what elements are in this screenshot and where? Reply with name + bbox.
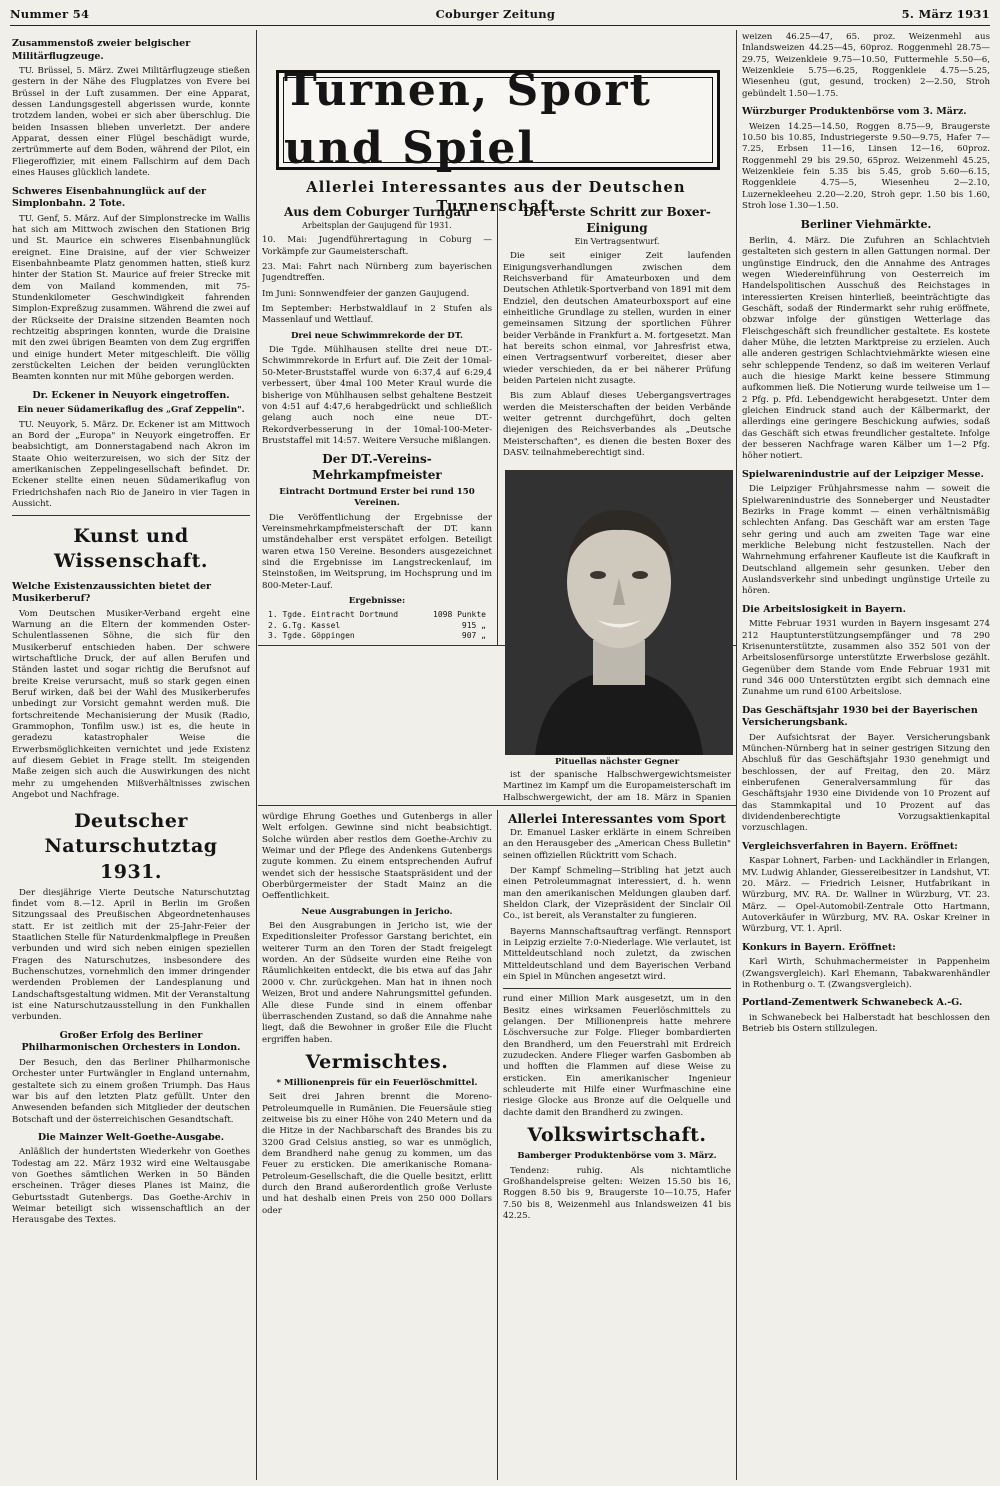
section-title-naturschutz: Deutscher Naturschutztag 1931. <box>44 810 218 883</box>
column-divider <box>497 810 498 1480</box>
article-text: Bis zum Ablauf dieses Uebergangsvertrages werden die Meisterschaften der beiden Verbände weiter getrennt durchgeführt, doch gelten diejenigen des Reichsverbandes als „Deutsche Meisterschaften", es dienen die besten Boxer des DASV. teilnahmeberechtigt sind. <box>503 391 731 459</box>
article-title: Spielwarenindustrie auf der Leipziger Messe. <box>742 468 984 480</box>
article-title: Die Arbeitslosigkeit in Bayern. <box>742 603 906 615</box>
section-title-kunst: Kunst und Wissenschaft. <box>54 525 208 573</box>
column-right <box>742 32 990 1480</box>
article-subtitle: Ein Vertragsentwurf. <box>574 236 660 246</box>
article-text: Der Kampf Schmeling—Stribling hat jetzt auch einen Petroleummagnat interessiert, d. h. wenn man den amerikanischen Meldungen glauben darf. Sheldon Clark, der Vizepräsident der Sinclair Oil Co., ist bereit, als Veranstalter zu fungieren. <box>503 865 731 922</box>
article-text: TU. Genf, 5. März. Auf der Simplonstrecke im Wallis hat sich am Mittwoch zwischen den Stationen Brig und St. Maurice ein schweres Eisenbahnunglück ereignet. Eine Draisine, auf der vier Schweizer Eisenbahnbeamte Platz genommen hatten, stieß kurz hinter der Station St. Maurice auf freier Strecke mit dem von Mailand kommenden, mit 75-Stundenkilometer Geschwindigkeit fahrenden Simplon-Expreßzug zusammen. Während die zwei auf der Rückseite der Draisine sitzenden Beamten noch rechtzeitig abspringen konnten, wurde die Draisine mit den zwei übrigen Beamten von dem Zug ergriffen und einige hundert Meter mitgeschleift. Die völlig zerstückelten Leichen der beiden verunglückten Beamten konnten nur mit Mühe geborgen werden. <box>12 213 250 383</box>
plan-item: 10. Mai: Jugendführertagung in Coburg — Vorkämpfe zur Gaumeisterschaft. <box>262 235 492 257</box>
article-title: Welche Existenzaussichten bietet der Musikerberuf? <box>12 580 212 605</box>
article-title: Vergleichsverfahren in Bayern. Eröffnet: <box>742 840 958 852</box>
article-title: Würzburger Produktenbörse vom 3. März. <box>742 106 967 118</box>
article-text: Die Tgde. Mühlhausen stellte drei neue DT.-Schwimmrekorde in Erfurt auf. Die Zeit der 10mal-50-Meter-Bruststaffel wurde von 6:37,4 auf 6:29,4 verbessert, über 4mal 100 Meter Kraul wurde die bisherige von Mühlhausen selbst gehaltene Bestzeit von 4:51 auf 4:47,6 herabgedrückt und schließlich gelang auch noch eine neue DT.-Rekordverbesserung in der 10mal-100-Meter-Bruststaffel mit 14:57. Weitere Versuche mißlangen. <box>262 345 492 446</box>
photo-caption: Pituellas nächster Gegner <box>554 757 680 767</box>
newspaper-title: Coburger Zeitung <box>435 6 556 21</box>
section-title-volkswirtschaft: Volkswirtschaft. <box>527 1124 707 1147</box>
article-text: Karl Wirth, Schuhmachermeister in Pappenheim (Zwangsvergleich). Karl Ehemann, Tabakwarenhändler in Rothenburg o. T. (Zwangsvergleich). <box>742 957 990 990</box>
article-text: Die seit einiger Zeit laufenden Einigungsverhandlungen zwischen dem Reichsverband für Amateurboxen und dem Deutschen Athletik-Sportverband von 1891 mit dem Endziel, den deutschen Amateurboxsport auf eine einheitliche Grundlage zu stellen, wurden in einer gemeinsamen Sitzung der sportlichen Führer beider Verbände in Frankfurt a. M. fortgesetzt. Man hat bereits schon einmal, vor Jahresfrist etwa, einen Vertragsentwurf vorbereitet, dieser aber wieder verschieden, da er bei näherer Prüfung beiden Parteien nicht zusagte. <box>503 251 731 386</box>
article-title: Das Geschäftsjahr 1930 bei der Bayerischen Versicherungsbank. <box>742 704 978 729</box>
article-title: Aus dem Coburger Turngau <box>284 205 470 219</box>
rule <box>12 515 250 516</box>
article-title: Großer Erfolg des Berliner Philharmonischen Orchesters in London. <box>21 1029 241 1054</box>
column-divider <box>736 30 737 1480</box>
plan-item: 23. Mai: Fahrt nach Nürnberg zum bayerischen Jugendtreffen. <box>262 262 492 284</box>
section-title-vermischtes: Vermischtes. <box>305 1050 449 1073</box>
article-title: Zusammenstoß zweier belgischer Militärflugzeuge. <box>12 38 191 62</box>
article-text: Kaspar Lohnert, Farben- und Lackhändler in Erlangen, MV. Ludwig Ahlander, Giessereibesitzer in Landshut, VT. 20. März. — Friedrich Leisner, Hutfabrikant in Würzburg, MV. RA. Dr. Wallner in Würzburg, VT. 23. März. — Opel-Automobil-Zentrale Otto Hartmann, Autoverkäufer in Würzburg, MV. RA. Oskar Kreiner in Würzburg, VT. 1. April. <box>742 856 990 935</box>
article-text: Der Aufsichtsrat der Bayer. Versicherungsbank München-Nürnberg hat in seiner gestrigen Sitzung den Abschluß für das Geschäftsjahr 1930 genehmigt und beschlossen, der auf Freitag, den 20. März einberufenen Generalversammlung für das Geschäftsjahr 1930 eine Dividende von 10 Prozent auf das Stammkapital und 10 Prozent auf das dividendenberechtigte Vorzugsaktienkapital vorzuschlagen. <box>742 732 990 834</box>
article-title: Portland-Zementwerk Schwanebeck A.-G. <box>742 997 963 1009</box>
plan-item: Im Juni: Sonnwendfeier der ganzen Gaujugend. <box>262 288 470 299</box>
sport-banner <box>276 64 720 174</box>
article-title: * Millionenpreis für ein Feuerlöschmittel. <box>276 1077 478 1088</box>
article-title: Der erste Schritt zur Boxer-Einigung <box>523 205 711 235</box>
article-subtitle: Eintracht Dortmund Erster bei rund 150 Vereinen. <box>279 486 475 509</box>
results-row: 2. G.Tg. Kassel 915 „ <box>268 620 486 630</box>
issue-number: Nummer 54 <box>10 6 90 21</box>
article-subtitle: Ein neuer Südamerikaflug des „Graf Zeppelin". <box>17 405 245 416</box>
section-divider <box>258 805 736 806</box>
article-text: Seit drei Jahren brennt die Moreno-Petroleumquelle in Rumänien. Die Feuersäule stieg zeitweise bis zu einer Höhe von 240 Metern und da die Hitze in der Nachbarschaft des Brandes bis zu 3200 Grad Celsius anstieg, so war es unmöglich, dem Brandherd nahe genug zu kommen, um das Feuer zu ersticken. Die amerikanische Romana-Petroleum-Gesellschaft, die die Quelle besitzt, erlitt durch den Brand außerordentlich große Verluste und hat deshalb einen Preis von 250 000 Dollars oder <box>262 1092 492 1216</box>
article-subtitle: Arbeitsplan der Gaujugend für 1931. <box>302 220 452 230</box>
rule <box>503 988 731 989</box>
article-text: TU. Neuyork, 5. März. Dr. Eckener ist am Mittwoch an Bord der „Europa" in Neuyork eingetroffen. Er beabsichtigt, am Donnerstagabend nach Akron im Staate Ohio weiterzureisen, wo sich der Sitz der amerikanischen Zeppelingesellschaft befindet. Dr. Eckener stellte einen neuen Südamerikaflug von Friedrichshafen nach Rio de Janeiro in vier Tagen in Aussicht. <box>12 419 250 509</box>
article-text: Anläßlich der hundertsten Wiederkehr von Goethes Todestag am 22. März 1932 wird eine Weltausgabe von Goethes sämtlichen Werken in 50 Bänden erscheinen. Träger dieses Planes ist Mainz, die Geburtsstadt Gutenbergs. Das Goethe-Archiv in Weimar beteiligt sich wissenschaftlich an der Herausgabe des Textes. <box>12 1147 250 1226</box>
article-text: Mitte Februar 1931 wurden in Bayern insgesamt 274 212 Hauptunterstützungsempfänger und 78 290 Krisenunterstützte, zusammen also 352 501 von der Arbeitslosenfürsorge unterstützte Erwerbslose gezählt. Gegenüber dem Stande vom Ende Februar 1931 mit rund 346 000 Unterstützten ergibt sich demnach eine Zunahme um rund 6100 Arbeitslose. <box>742 619 990 698</box>
turnerschaft-heading: Allerlei Interessantes aus der Deutschen Turnerschaft <box>306 179 686 216</box>
article-title: Schweres Eisenbahnunglück auf der Simplonbahn. 2 Tote. <box>12 185 207 210</box>
column-sport-misc <box>503 812 731 1480</box>
article-text: in Schwanebeck bei Halberstadt hat beschlossen den Betrieb bis Ostern stillzulegen. <box>742 1012 990 1035</box>
article-text: Die Leipziger Frühjahrsmesse nahm — soweit die Spielwarenindustrie des Sonneberger und Neustadter Bezirks in Frage kommt — einen verhältnismäßig schlechten Anfang. Das Geschäft war am ersten Tage sehr gering und auch am zweiten Tage war eine merkliche Belebung nicht festzustellen. Nach der Wahrnehmung erfahrener Kaufleute ist die Kaufkraft in Deutschland allgemein sehr gesunken. Ueber den Auslandsverkehr sind unbedingt ungünstige Urteile zu hören. <box>742 484 990 597</box>
article-text: TU. Brüssel, 5. März. Zwei Militärflugzeuge stießen gestern in der Nähe des Flugplatzes von Evere bei Brüssel in der Luft zusammen. Der eine Apparat, dessen Landungsgestell abgerissen wurde, konnte trotzdem landen, wobei er sich aber überschlug. Die beiden Insassen blieben unverletzt. Der andere Apparat, dessen einer Flügel beschädigt wurde, zertrümmerte auf dem Boden, während der Pilot, ein Fliegeroffizier, mit einem Fallschirm auf dem Dach eines Hauses glücklich landete. <box>12 66 250 179</box>
article-text: Bei den Ausgrabungen in Jericho ist, wie der Expeditionsleiter Professor Garstang berichtet, ein weiterer Turm an den Toren der Stadt freigelegt worden. An der Südseite wurden eine Reihe von Räumlichkeiten entdeckt, die bis etwa auf das Jahr 2000 v. Chr. zurückgehen. Man hat in ihnen noch Weizen, Brot und andere Nahrungsmittel gefunden. Alle diese Funde sind in einem offenbar überraschenden Zustand, so daß die Annahme nahe liegt, daß die Bewohner in großer Eile die Flucht ergriffen haben. <box>262 921 492 1045</box>
column-vermischtes <box>262 812 492 1480</box>
article-text: Die Veröffentlichung der Ergebnisse der Vereinsmehrkampfmeisterschaft der DT. kann umständehalber erst verspätet erfolgen. Beteiligt waren etwa 150 Vereine. Besonders ausgezeichnet sind die Ergebnisse im Langstreckenlauf, im Steinstoßen, im Weitsprung, im Hochsprung und im 800-Meter-Lauf. <box>262 512 492 591</box>
article-title: Drei neue Schwimmrekorde der DT. <box>290 330 464 341</box>
article-text: Der diesjährige Vierte Deutsche Naturschutztag findet vom 8.—12. April in Berlin im Großen Sitzungssaal des Preußischen Abgeordnetenhauses statt. Er ist zeitlich mit der 25-Jahr-Feier der Staatlichen Stelle für Naturdenkmalpflege in Preußen verbunden und wird sich neben einigen speziellen Fragen des Naturschutzes, insbesondere des Buchenschutzes, vornehmlich den immer dringender werdenden Problemen der Landesplanung und Landschaftsgestaltung widmen. Mit der Veranstaltung ist eine Naturschutzausstellung in den Funkhallen verbunden. <box>12 887 250 1023</box>
article-text: Dr. Emanuel Lasker erklärte in einem Schreiben an den Herausgeber des „American Chess Bulletin" seinen offiziellen Rücktritt vom Schach. <box>503 827 731 861</box>
column-divider <box>256 30 257 1480</box>
article-text: Vom Deutschen Musiker-Verband ergeht eine Warnung an die Eltern der kommenden Oster-Schulentlassenen Söhne, die sich für den Musikerberuf entschieden haben. Der schwere wirtschaftliche Druck, der auf allen Berufen und Ständen lastet und sogar richtig die Berufsnot auf breite Kreise verursacht, muß so stark gegen einen Beruf wirken, daß bei der Wahl des Musikerberufes unbedingt zur Vorsicht gemahnt werden muß. Die fortschreitende Mechanisierung der Musik (Radio, Grammophon, Tonfilm usw.) ist es, die heute in geradezu katastrophaler Weise die Erwerbsmöglichkeiten vernichtet und jede Existenz auf diesem Gebiet in Frage stellt. Im steigenden Maße zeigen sich auch die Auswirkungen des nicht mehr zu umgehenden Mißverhältnisses zwischen Angebot und Nachfrage. <box>12 608 250 801</box>
portrait-image <box>505 470 733 755</box>
issue-date: 5. März 1931 <box>901 6 990 21</box>
article-title: Der DT.-Vereins-Mehrkampfmeister <box>312 452 442 483</box>
photo-text-block <box>503 770 731 804</box>
results-label: Ergebnisse: <box>348 595 406 606</box>
column-left <box>12 32 250 1480</box>
results-row: 3. Tgde. Göppingen 907 „ <box>268 631 486 641</box>
article-text: rund einer Million Mark ausgesetzt, um in den Besitz eines wirksamen Feuerlöschmittels zu gelangen. Der Millionenpreis hatte mehrere Löschversuche zur Folge. Flieger bombardierten den Brandherd, um den Feuerstrahl mit Erdreich zuzudecken. Andere Flieger warfen Gasbomben ab und hofften die Flammen auf diese Weise zu ersticken. Ein amerikanischer Ingenieur schleuderte mit Hilfe einer Wurfmaschine eine riesige Glocke aus Bronze auf die Oelquelle und dachte damit den Brandherd zu zwingen. <box>503 994 731 1118</box>
article-text: Tendenz: ruhig. Als nichtamtliche Großhandelspreise gelten: Weizen 15.50 bis 16, Roggen 8.50 bis 9, Braugerste 10—10.75, Hafer 7.50 bis 8, Weizenmehl aus Inlandsweizen 41 bis 42.25. <box>503 1165 731 1221</box>
article-title: Allerlei Interessantes vom Sport <box>508 812 726 826</box>
article-text: Berlin, 4. März. Die Zufuhren an Schlachtvieh gestalteten sich gestern in allen Gattungen normal. Der ungünstige Eindruck, den die Annahme des Antrages wegen Wiedereinführung von Oesterreich im Handelspolitischen Ausschuß des Reichstages in interessierten Kreisen hinterließ, beeinträchtigte das Geschäft, sodaß der Rindermarkt sehr ruhig eröffnete, obzwar infolge der günstigen Wetterlage das Fleischgeschäft sich freundlicher gestaltete. Es kostete daher Mühe, die letzten Marktpreise zu erzielen. Auch alle anderen gestrigen Schlachtviehmärkte wiesen eine sehr schleppende Tendenz, so daß im weiteren Verlauf auch die hiesige Markt keine bessere Stimmung aufkommen ließ. Die Notierung wurde teilweise um 1—2 Pfg. p. Pfd. Lebendgewicht herabgesetzt. Unter dem gleichen Eindruck stand auch der Kälbermarkt, der allerdings eine geringere Beschickung aufwies, sodaß das Geschäft sich etwas freundlicher gestaltete. Infolge der besseren Nachfrage waren Kälber um 1—2 Pfg. höher notiert. <box>742 235 990 462</box>
article-title: Bamberger Produktenbörse vom 3. März. <box>517 1151 717 1162</box>
article-text: weizen 46.25—47, 65. proz. Weizenmehl aus Inlandsweizen 44.25—45, 60proz. Roggenmehl 28.75—29.75, Weizenkleie 9.75—10.50, Futtermehle 5.50—6, Weizenkleie 5.75—6.25, Roggenkleie 4.75—5.25, Wiesenheu (gut, gesund, trocken) 2—2.50, Stroh gebündelt 1.50—1.75. <box>742 32 990 99</box>
article-title: Berliner Viehmärkte. <box>800 218 932 232</box>
results-row: 1. Tgde. Eintracht Dortmund 1098 Punkte <box>268 610 486 620</box>
plan-item: Im September: Herbstwaldlauf in 2 Stufen als Massenlauf und Wettlauf. <box>262 304 492 326</box>
article-text: Der Besuch, den das Berliner Philharmonische Orchester unter Furtwängler in England unternahm, gestaltete sich zu einem großen Triumph. Das Haus war bis auf den letzten Platz gefüllt. Unter den Anwesenden befanden sich Mitglieder der deutschen Botschaft und der österreichischen Gesandtschaft. <box>12 1057 250 1125</box>
article-title: Dr. Eckener in Neuyork eingetroffen. <box>32 389 230 401</box>
article-title: Die Mainzer Welt-Goethe-Ausgabe. <box>37 1131 225 1143</box>
article-title: Neue Ausgrabungen in Jericho. <box>301 906 453 917</box>
masthead <box>10 4 990 26</box>
article-text: Weizen 14.25—14.50, Roggen 8.75—9, Braugerste 10.50 bis 10.85, Industriegerste 9.50—9.75, Hafer 7—7.25, Erbsen 11—16, Linsen 12—16, 60proz. Roggenmehl 29 bis 29.50, 65proz. Weizenmehl 45.25, Weizenkleie fein 5.35 bis 5.45, grob 5.60—6.15, Roggenkleie 4.75—5, Wiesenheu 2—2.10, Luzernekleeheu 2.20—2.20, Stroh gepr. 1.50 bis 1.60, Stroh lose 1.30—1.50. <box>742 121 990 211</box>
column-boxer <box>503 205 731 467</box>
column-divider <box>497 205 498 645</box>
results-list <box>262 610 492 641</box>
column-turngau <box>262 205 492 641</box>
article-title: Konkurs in Bayern. Eröffnet: <box>742 941 896 953</box>
sport-banner-title: Turnen, Sport und Spiel <box>283 77 713 163</box>
article-text: würdige Ehrung Goethes und Gutenbergs in aller Welt erfolgen. Gewinne sind nicht beabsichtigt. Solche würden aber restlos dem Goethe-Archiv zu Weimar und der Pflege des Andenkens Gutenbergs zugute kommen. Zu einem entsprechenden Aufruf wendet sich der hessische Staatspräsident und der Oberbürgermeister der Stadt Mainz an die Oeffentlichkeit. <box>262 812 492 902</box>
article-text: Bayerns Mannschaftsauftrag verfängt. Rennsport in Leipzig erzielte 7:0-Niederlage. Wie verlautet, ist Mitteldeutschland noch zuletzt, da zwischen Mitteldeutschland und dem Bayerischen Verband ein Spiel in München angesetzt wird. <box>503 926 731 982</box>
photo-text: ist der spanische Halbschwergewichtsmeister Martinez im Kampf um die Europameisterschaft im Halbschwergewicht, der am 18. März in Spanien <box>503 770 731 803</box>
boxer-photo <box>505 470 733 755</box>
